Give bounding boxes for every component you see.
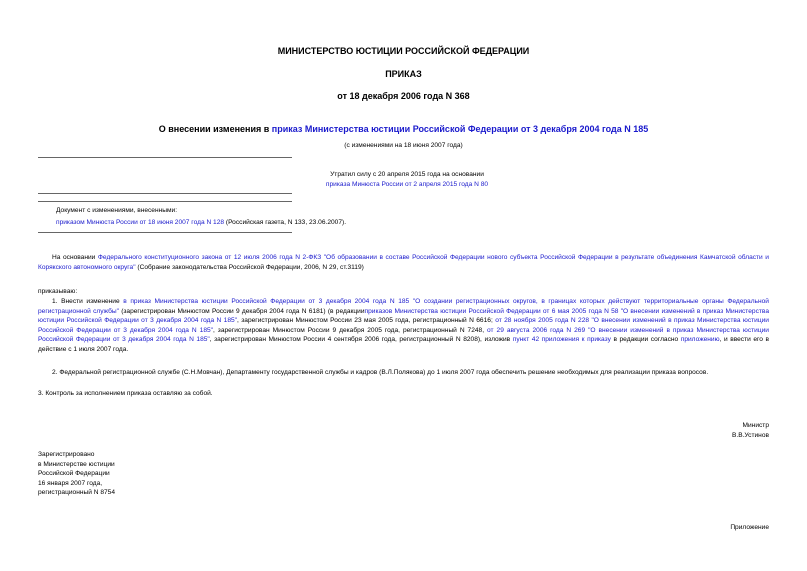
appendix-label: Приложение bbox=[730, 524, 769, 531]
amendments-block bbox=[56, 206, 416, 227]
item-3-text: 3. Контроль за исполнением приказа оставляю за собой. bbox=[38, 390, 213, 397]
basis-prefix: На основании bbox=[52, 254, 98, 261]
item-1 bbox=[38, 297, 769, 355]
item-1-link-order-269[interactable]: от 29 августа 2006 года N 269 "О внесении изменений в приказ Министерства юстиции Российской Федерации от 3 декабря 2004 года N 185" bbox=[38, 326, 769, 344]
basis-suffix: (Собрание законодательства Российской Федерации, 2006, N 29, ст.3119) bbox=[135, 263, 364, 271]
amendments-entry bbox=[56, 218, 416, 228]
divider bbox=[38, 201, 292, 202]
amendments-suffix: (Российская газета, N 133, 23.06.2007). bbox=[224, 218, 347, 226]
signature-name: В.В.Устинов bbox=[731, 431, 769, 439]
item-1-link-order-185[interactable]: в приказ Министерства юстиции Российской Федерации от 3 декабря 2004 года N 185 "О создании регистрационных округов, в границах которых действуют территориальные органы Федеральной регистрационной службы" bbox=[38, 298, 769, 315]
signature-block bbox=[732, 421, 769, 440]
doc-type-heading: ПРИКАЗ bbox=[385, 69, 422, 79]
order-word: приказываю: bbox=[38, 288, 78, 295]
item-3 bbox=[38, 389, 769, 399]
item-2-text: 2. Федеральной регистрационной службе (С.Н.Мовчан), Департаменту государственной службы и кадров (В.Л.Полякова) до 1 июля 2007 года обеспечить решение необходимых для реализации приказа вопросов. bbox=[52, 369, 709, 376]
lapsed-notice bbox=[292, 170, 522, 189]
item-1-text: 1. Внести изменение bbox=[52, 298, 124, 305]
item-1-text: , зарегистрирован Минюстом России 23 мая 2005 года, регистрационный N 6616; bbox=[237, 317, 496, 325]
item-1-link-order-58[interactable]: приказов Министерства юстиции Российской Федерации от 6 мая 2005 года N 58 "О внесении изменений в приказ Министерства юстиции Российской Федерации от 3 декабря 2004 года N 185" bbox=[38, 307, 769, 325]
item-1-text: , и ввести его в действие с 1 июля 2007 года. bbox=[38, 336, 769, 353]
divider bbox=[38, 232, 292, 233]
signature-position: Министр bbox=[742, 422, 769, 429]
basis-link[interactable]: Федерального конституционного закона от 12 июля 2006 года N 2-ФКЗ "Об образовании в составе Российской Федерации нового субъекта Российской Федерации в результате объединения Камчатской области и Корякского автономного округа" bbox=[38, 254, 769, 271]
item-1-text: в редакции согласно bbox=[610, 336, 681, 344]
item-1-text: , зарегистрирован Минюстом России 9 декабря 2005 года, регистрационный N 7248, bbox=[213, 326, 488, 334]
registration-line: 16 января 2007 года, bbox=[38, 479, 103, 487]
item-1-text: , зарегистрирован Минюстом России 4 сентября 2006 года, регистрационный N 8208), изложив bbox=[209, 336, 513, 344]
basis-paragraph bbox=[38, 253, 769, 272]
lapsed-link[interactable]: приказа Минюста России от 2 апреля 2015 года N 80 bbox=[325, 180, 489, 188]
date-number-heading: от 18 декабря 2006 года N 368 bbox=[337, 91, 470, 101]
item-1-text: (зарегистрирован Минюстом России 9 декабря 2004 года N 6181) (в редакции bbox=[118, 307, 365, 315]
lapsed-line: Утратил силу с 20 апреля 2015 года на основании bbox=[330, 171, 484, 178]
title-prefix: О внесении изменения в bbox=[158, 124, 272, 134]
item-2 bbox=[38, 368, 769, 378]
item-1-link-point-42[interactable]: пункт 42 приложения к приказу bbox=[512, 336, 611, 344]
registration-line: в Министерстве юстиции bbox=[38, 460, 115, 468]
title-link[interactable]: приказ Министерства юстиции Российской Федерации от 3 декабря 2004 года N 185 bbox=[271, 124, 649, 134]
registration-line: Зарегистрировано bbox=[38, 451, 95, 458]
registration-line: Российской Федерации bbox=[38, 470, 110, 478]
amended-note: (с изменениями на 18 июня 2007 года) bbox=[344, 142, 463, 149]
registration-line: регистрационный N 8754 bbox=[38, 489, 116, 497]
amendments-heading: Документ с изменениями, внесенными: bbox=[56, 207, 178, 214]
document-title bbox=[0, 124, 807, 134]
ministry-heading: МИНИСТЕРСТВО ЮСТИЦИИ РОССИЙСКОЙ ФЕДЕРАЦИИ bbox=[277, 46, 530, 56]
registration-block bbox=[38, 450, 115, 498]
item-1-link-order-228[interactable]: от 28 ноября 2005 года N 228 "О внесении изменений в приказ Министерства юстиции Российской Федерации от 3 декабря 2004 года N 185" bbox=[38, 317, 769, 334]
item-1-link-appendix[interactable]: приложению bbox=[680, 336, 720, 344]
divider bbox=[38, 193, 292, 194]
amendments-link[interactable]: приказом Минюста России от 18 июня 2007 года N 128 bbox=[56, 218, 225, 226]
divider bbox=[38, 157, 292, 158]
